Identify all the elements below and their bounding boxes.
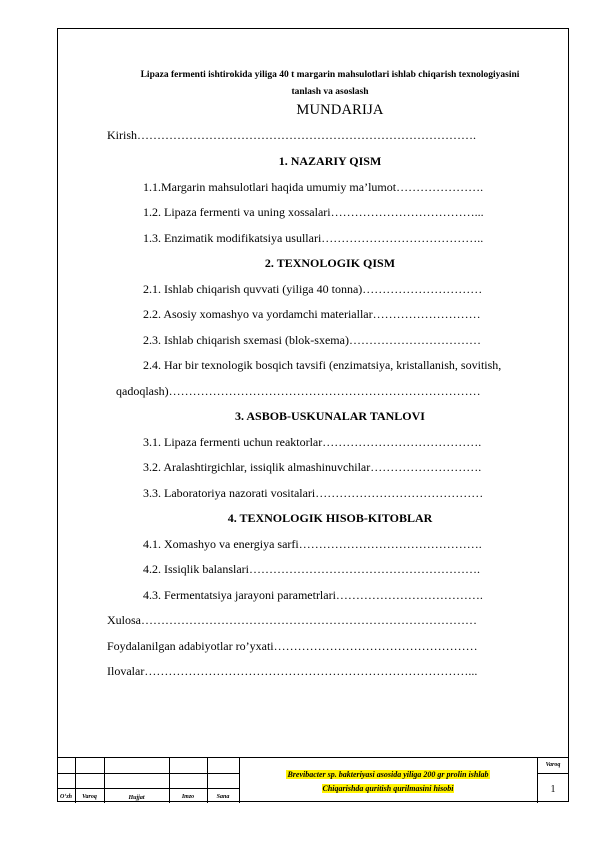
stamp-col-change: O‘zh <box>59 794 72 800</box>
toc-references[interactable]: Foydalanilgan adabiyotlar ro’yxati…………………………………………… <box>107 639 478 653</box>
toc-item-3-1[interactable]: 3.1. Lipaza fermenti uchun reaktorlar…………………………………. <box>143 435 482 449</box>
toc-item-1-2[interactable]: 1.2. Lipaza fermenti va uning xossalari………………………………... <box>143 205 484 219</box>
stamp-sheet-label: Varoq <box>545 762 561 768</box>
title-line-2: tanlash va asoslash <box>291 87 369 97</box>
toc-appendix[interactable]: Ilovalar………………………………………………………………………... <box>107 664 478 678</box>
stamp-row-line <box>57 773 239 774</box>
toc-item-2-4-continued[interactable]: qadoqlash)…………………………………………………………………… <box>116 384 481 398</box>
toc-item-2-4[interactable]: 2.4. Har bir texnologik bosqich tavsifi (enzimatsiya, kristallanish, sovitish, <box>143 358 502 372</box>
toc-item-4-2[interactable]: 4.2. Issiqlik balanslari…………………………………………………. <box>143 562 480 576</box>
toc-conclusion[interactable]: Xulosa………………………………………………………………………… <box>107 613 477 627</box>
stamp-row-line <box>537 773 569 774</box>
toc-section-4[interactable]: 4. TEXNOLOGIK HISOB-KITOBLAR <box>227 511 433 525</box>
document-title <box>100 67 560 101</box>
toc-section-1[interactable]: 1. NAZARIY QISM <box>278 154 382 168</box>
toc-intro[interactable]: Kirish…………………………………………………………………………. <box>107 128 476 142</box>
stamp-title-line-2: Chiqarishda quritish qurilmasini hisobi <box>322 784 454 793</box>
title-line-1: Lipaza fermenti ishtirokida yiliga 40 t margarin mahsulotlari ishlab chiqarish texnologiyasini <box>140 70 520 80</box>
contents-heading: MUNDARIJA <box>296 102 384 118</box>
stamp-col-sign: Imzo <box>181 794 195 800</box>
toc-section-2[interactable]: 2. TEXNOLOGIK QISM <box>264 256 396 270</box>
stamp-project-title <box>240 768 536 796</box>
toc-item-2-3[interactable]: 2.3. Ishlab chiqarish sxemasi (blok-sxema)…………………………… <box>143 333 481 347</box>
stamp-title-line-1: Brevibacter sp. bakteriyasi asosida yiliga 200 gr prolin ishlab <box>287 770 489 779</box>
toc-item-1-3[interactable]: 1.3. Enzimatik modifikatsiya usullari………………………………….. <box>143 231 484 245</box>
toc-item-4-3[interactable]: 4.3. Fermentatsiya jarayoni parametrlari………………………………. <box>143 588 483 602</box>
stamp-col-doc: Hujjat <box>128 795 145 801</box>
stamp-col-sheet: Varoq <box>82 794 97 800</box>
stamp-col-date: Sana <box>216 794 230 800</box>
title-block <box>57 757 569 802</box>
toc-item-2-1[interactable]: 2.1. Ishlab chiqarish quvvati (yiliga 40 tonna)………………………… <box>143 282 483 296</box>
toc-item-1-1[interactable]: 1.1.Margarin mahsulotlari haqida umumiy ma’lumot…………………. <box>143 180 484 194</box>
toc-item-3-2[interactable]: 3.2. Aralashtirgichlar, issiqlik almashinuvchilar………………………. <box>143 460 482 474</box>
toc-item-3-3[interactable]: 3.3. Laboratoriya nazorati vositalari…………………………………… <box>143 486 484 500</box>
stamp-row-line <box>57 788 239 789</box>
toc-item-2-2[interactable]: 2.2. Asosiy xomashyo va yordamchi materiallar……………………… <box>143 307 481 321</box>
toc-section-3[interactable]: 3. ASBOB-USKUNALAR TANLOVI <box>235 409 425 423</box>
toc-item-4-1[interactable]: 4.1. Xomashyo va energiya sarfi………………………………………. <box>143 537 482 551</box>
stamp-sheet-number: 1 <box>550 784 556 795</box>
